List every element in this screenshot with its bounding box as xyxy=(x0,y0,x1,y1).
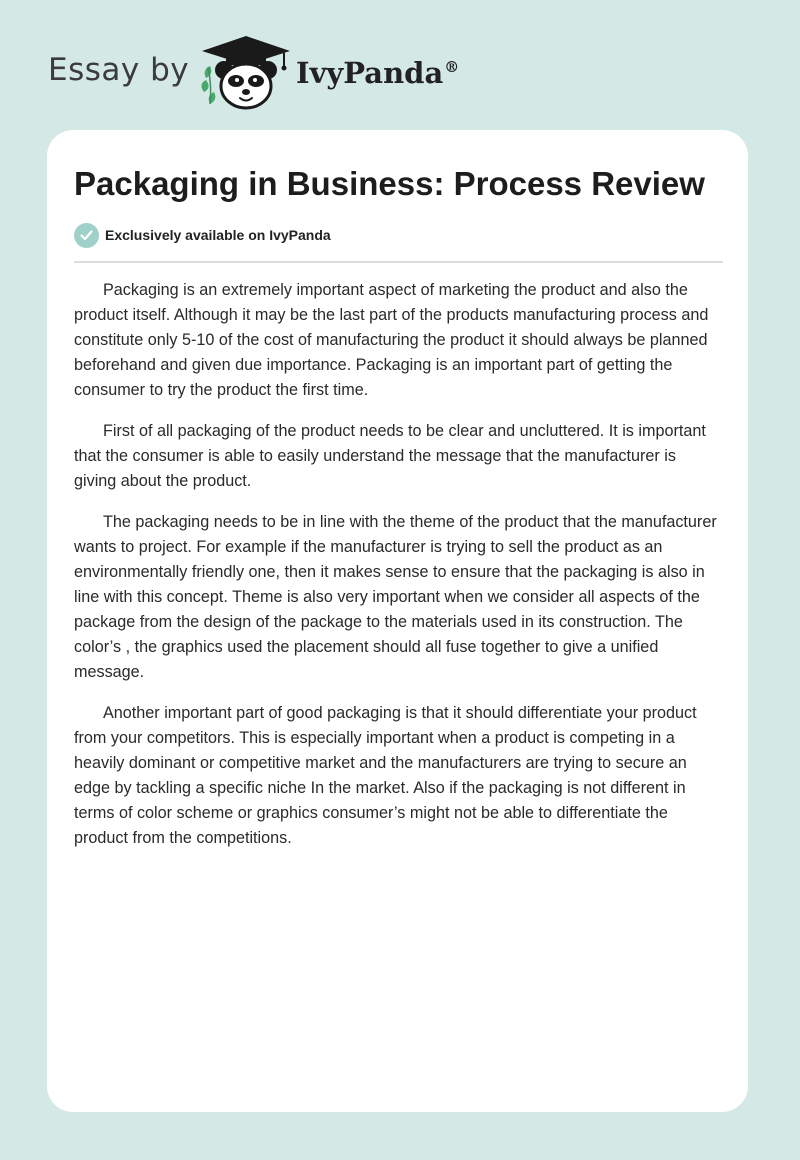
essay-by-label: Essay by xyxy=(48,52,190,88)
paragraph: Another important part of good packaging is that it should differentiate your product from your competitors. This is especially important when a product is competing in a heavily dominant or competitive market and the manufacturers are trying to secure an edge by tackling a specific niche In the market. Also if the packaging is not different in terms of color scheme or graphics consumer’s might not be able to differentiate the product from the competitions. xyxy=(74,704,697,847)
essay-body xyxy=(74,278,722,867)
title-divider xyxy=(74,261,723,263)
essay-card xyxy=(47,130,748,1112)
paragraph: First of all packaging of the product needs to be clear and uncluttered. It is important that the consumer is able to easily understand the message that the manufacturer is giving about the product. xyxy=(74,422,706,490)
paragraph: Packaging is an extremely important aspect of marketing the product and also the product itself. Although it may be the last part of the products manufacturing process and constitute only 5-10 of the cost of manufacturing the product it should always be planned beforehand and given due importance. Packaging is an important part of getting the consumer to try the product the first time. xyxy=(74,281,709,399)
badge-label: Exclusively available on IvyPanda xyxy=(105,227,331,243)
exclusive-badge xyxy=(74,222,331,248)
brand-name[interactable] xyxy=(296,53,459,93)
check-icon xyxy=(74,223,99,248)
site-header xyxy=(0,0,800,125)
page-title: Packaging in Business: Process Review xyxy=(74,165,705,202)
panda-graduate-icon xyxy=(198,34,294,112)
registered-mark: ® xyxy=(444,58,460,76)
paragraph: The packaging needs to be in line with the theme of the product that the manufacturer wants to project. For example if the manufacturer is trying to sell the product as an environmentally friendly one, then it makes sense to ensure that the packaging is also in line with this concept. Theme is also very important when we consider all aspects of the package from the design of the package to the materials used in its construction. The color’s , the graphics used the placement should all fuse together to give a unified message. xyxy=(74,513,717,681)
brand-name-text: IvyPanda xyxy=(296,56,444,90)
